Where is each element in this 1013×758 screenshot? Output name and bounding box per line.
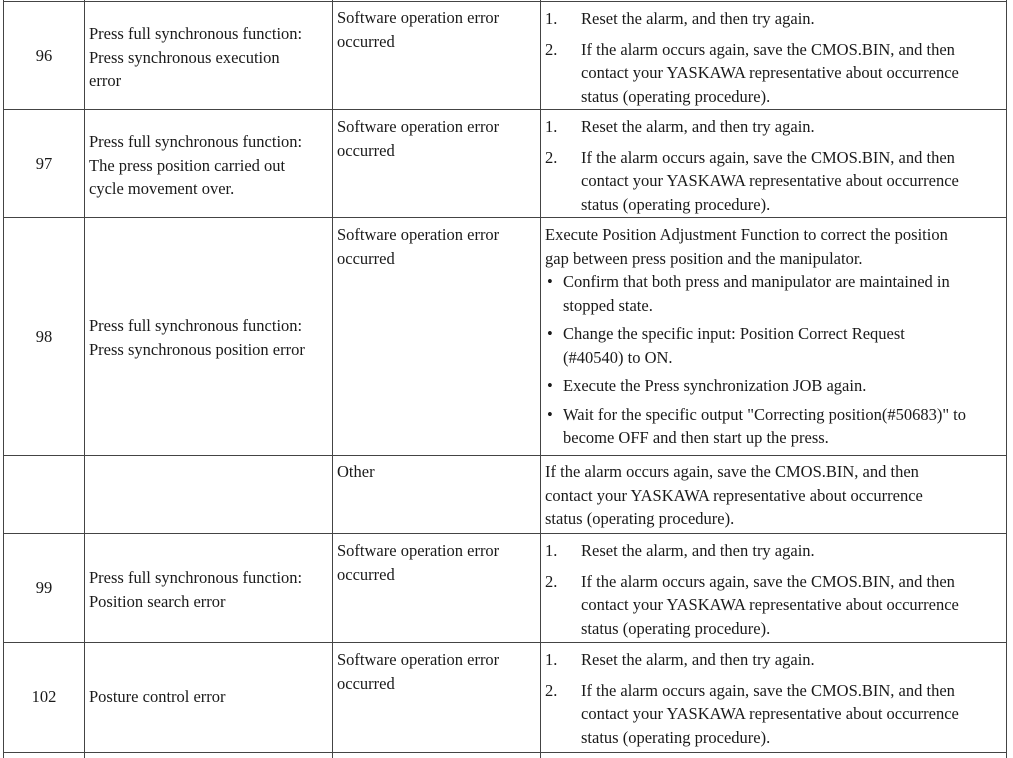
alarm-name-line: Press full synchronous function: [89, 24, 303, 43]
cause-cell [337, 223, 537, 270]
cause-line: occurred [337, 248, 395, 268]
alarm-code-cell [4, 576, 84, 600]
bullet-icon: • [547, 404, 553, 424]
step-number: 1. [545, 9, 558, 28]
step-line: status (operating procedure). [581, 86, 771, 106]
step-line: contact your YASKAWA representative about occurrence [581, 595, 959, 614]
step-number: 2. [545, 147, 558, 167]
step-line: Reset the alarm, and then try again. [581, 117, 815, 136]
bullet-line: Confirm that both press and manipulator are maintained in [563, 272, 950, 291]
remedy-cell [545, 223, 1005, 450]
step-number: 1. [545, 650, 558, 669]
bullet-line: Change the specific input: Position Correct Request [563, 324, 905, 343]
remedy-bullet [545, 270, 1005, 317]
row-rule [3, 217, 1007, 218]
alarm-name-cell [89, 22, 329, 93]
remedy-cell [545, 6, 1005, 108]
remedy-cell [545, 114, 1005, 216]
cause-cell [337, 460, 537, 484]
step-line: If the alarm occurs again, save the CMOS.BIN, and then [581, 147, 955, 167]
step-number: 2. [545, 571, 558, 591]
alarm-code: 96 [35, 46, 53, 65]
step-line: status (operating procedure). [581, 194, 771, 214]
alarm-code: 98 [35, 327, 53, 346]
remedy-step [545, 648, 1005, 672]
remedy-bullet [545, 374, 1005, 398]
bullet-line: become OFF and then start up the press. [563, 428, 829, 447]
cause-line: Software operation error [337, 541, 500, 560]
bullet-line: Execute the Press synchronization JOB again. [563, 376, 867, 395]
alarm-name-line: Press synchronous position error [89, 339, 305, 359]
step-line: status (operating procedure). [581, 727, 771, 747]
step-line: Reset the alarm, and then try again. [581, 650, 815, 669]
alarm-code-cell [4, 152, 84, 176]
step-line: contact your YASKAWA representative about occurrence [581, 171, 959, 190]
alarm-name-line: The press position carried out [89, 155, 286, 175]
alarm-name-line: Press full synchronous function: [89, 132, 303, 151]
step-line: Reset the alarm, and then try again. [581, 541, 815, 560]
remedy-cell [545, 538, 1005, 640]
row-rule [3, 1, 1007, 2]
alarm-name-cell [89, 566, 329, 613]
remedy-step [545, 539, 1005, 563]
alarm-name-cell [89, 685, 329, 709]
bullet-line: stopped state. [563, 295, 653, 315]
alarm-name-line: error [89, 71, 122, 90]
remedy-line: If the alarm occurs again, save the CMOS.BIN, and then [545, 462, 919, 481]
step-number: 1. [545, 541, 558, 560]
cause-line: occurred [337, 673, 395, 693]
remedy-step [545, 679, 1005, 750]
column-rule [84, 0, 85, 758]
alarm-code: 102 [31, 687, 57, 706]
remedy-step [545, 38, 1005, 109]
remedy-cell [545, 647, 1005, 749]
row-rule [3, 455, 1007, 456]
bullet-icon: • [547, 272, 553, 291]
cause-line: Software operation error [337, 8, 500, 27]
alarm-code-cell [4, 685, 84, 709]
column-rule [540, 0, 541, 758]
remedy-intro-line: Execute Position Adjustment Function to correct the position [545, 225, 948, 244]
step-number: 1. [545, 117, 558, 136]
step-line: contact your YASKAWA representative about occurrence [581, 63, 959, 82]
remedy-cell [545, 460, 1005, 531]
alarm-name-line: Press full synchronous function: [89, 316, 303, 335]
alarm-name-line: Posture control error [89, 687, 226, 706]
remedy-step [545, 7, 1005, 31]
remedy-intro-line: gap between press position and the manipulator. [545, 248, 863, 268]
alarm-code-cell [4, 44, 84, 68]
bullet-line: Wait for the specific output "Correcting position(#50683)" to [563, 404, 967, 424]
cause-line: occurred [337, 31, 395, 51]
alarm-name-line: Press synchronous execution [89, 47, 280, 67]
step-line: If the alarm occurs again, save the CMOS.BIN, and then [581, 571, 955, 591]
cause-cell [337, 648, 537, 695]
alarm-name-cell [89, 130, 329, 201]
cause-cell [337, 115, 537, 162]
alarm-name-line: Position search error [89, 591, 226, 611]
remedy-step [545, 115, 1005, 139]
step-line: If the alarm occurs again, save the CMOS.BIN, and then [581, 39, 955, 59]
column-rule [3, 0, 4, 758]
cause-cell [337, 539, 537, 586]
step-line: If the alarm occurs again, save the CMOS.BIN, and then [581, 680, 955, 700]
cause-line: Software operation error [337, 225, 500, 244]
cause-cell [337, 6, 537, 53]
alarm-name-line: Press full synchronous function: [89, 568, 303, 587]
step-line: Reset the alarm, and then try again. [581, 9, 815, 28]
remedy-line: contact your YASKAWA representative about occurrence [545, 485, 923, 505]
bullet-icon: • [547, 324, 553, 343]
remedy-step [545, 146, 1005, 217]
cause-line: Software operation error [337, 650, 500, 669]
cause-line: Other [337, 462, 375, 481]
remedy-step [545, 570, 1005, 641]
alarm-code: 97 [35, 154, 53, 173]
step-number: 2. [545, 680, 558, 700]
step-line: contact your YASKAWA representative about occurrence [581, 704, 959, 723]
cause-line: Software operation error [337, 117, 500, 136]
remedy-line: status (operating procedure). [545, 509, 735, 528]
bullet-line: (#40540) to ON. [563, 347, 673, 367]
remedy-bullet [545, 403, 1005, 450]
alarm-code: 99 [35, 578, 53, 597]
row-rule [3, 109, 1007, 110]
row-rule [3, 642, 1007, 643]
column-rule [332, 0, 333, 758]
alarm-name-cell [89, 314, 329, 361]
cause-line: occurred [337, 564, 395, 584]
row-rule [3, 752, 1007, 753]
bullet-icon: • [547, 376, 553, 395]
step-number: 2. [545, 39, 558, 59]
alarm-name-line: cycle movement over. [89, 179, 235, 198]
row-rule [3, 533, 1007, 534]
step-line: status (operating procedure). [581, 618, 771, 638]
cause-line: occurred [337, 140, 395, 160]
column-rule [1006, 0, 1007, 758]
remedy-bullet [545, 322, 1005, 369]
alarm-code-cell [4, 325, 84, 349]
